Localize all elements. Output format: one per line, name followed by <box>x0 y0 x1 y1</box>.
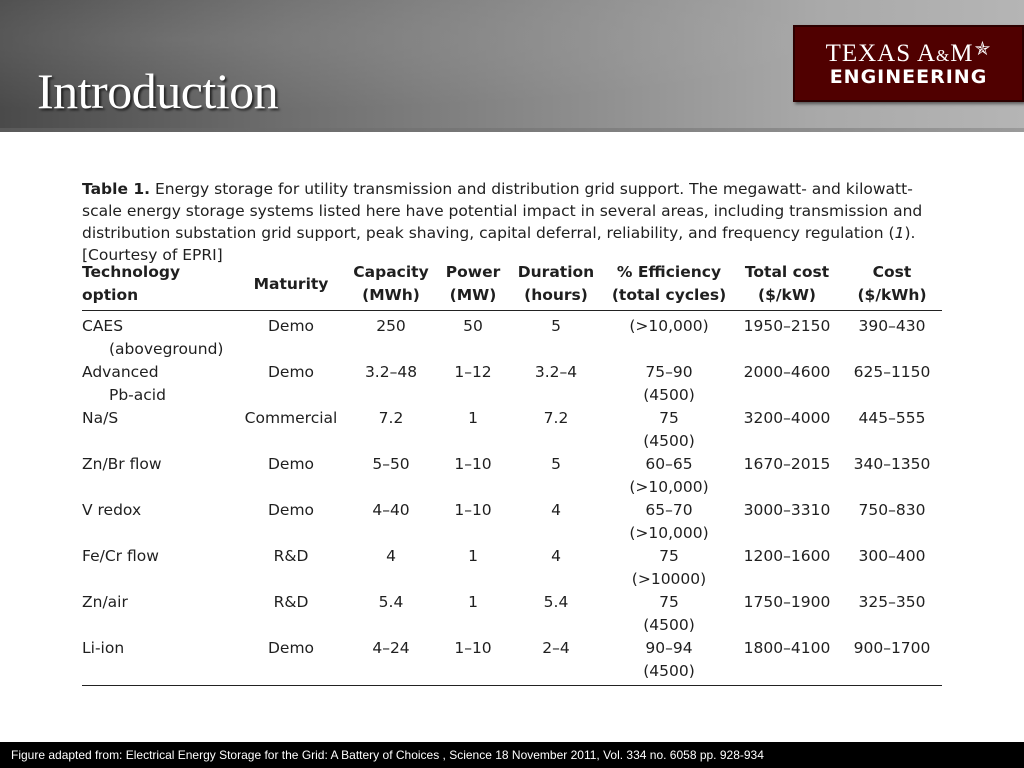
energy-storage-table <box>82 258 942 686</box>
cell-maturity: Commercial <box>244 409 338 427</box>
cell-capacity: 4 <box>386 547 396 565</box>
column-header-technology: Technology option <box>82 258 240 311</box>
table-row <box>82 311 942 362</box>
cell-cost: 625–1150 <box>853 363 931 381</box>
cell-duration: 5 <box>551 317 561 335</box>
table-header-row <box>82 258 942 311</box>
cell-total-cost: 1670–2015 <box>743 455 831 473</box>
cell-maturity: R&D <box>273 547 309 565</box>
cell-maturity: Demo <box>267 317 315 335</box>
cell-power: 1 <box>468 409 478 427</box>
cell-total-cost: 1800–4100 <box>732 637 842 686</box>
cell-power: 1–10 <box>440 637 506 686</box>
cell-cost: 900–1700 <box>842 637 942 686</box>
cell-capacity: 5.4 <box>378 593 404 611</box>
column-header-cost: Cost ($/kWh) <box>842 258 942 311</box>
cell-technology: Zn/air <box>82 593 128 611</box>
cell-total-cost: 2000–4600 <box>743 363 831 381</box>
cell-power: 1 <box>468 593 478 611</box>
table-row <box>82 453 942 499</box>
cell-efficiency: 75 (>10000) <box>631 547 707 588</box>
cell-cost: 750–830 <box>858 501 926 519</box>
cell-cost: 340–1350 <box>853 455 931 473</box>
cell-capacity: 3.2–48 <box>364 363 418 381</box>
cell-technology: CAES (aboveground) <box>82 317 224 358</box>
star-icon: ✯ <box>974 39 992 60</box>
cell-duration: 3.2–4 <box>534 363 578 381</box>
cell-capacity: 7.2 <box>378 409 404 427</box>
cell-cost: 390–430 <box>858 317 926 335</box>
cell-total-cost: 1200–1600 <box>743 547 831 565</box>
texas-am-engineering-logo <box>793 25 1024 102</box>
column-header-efficiency: % Efficiency (total cycles) <box>606 258 732 311</box>
cell-total-cost: 3000–3310 <box>743 501 831 519</box>
cell-technology: Zn/Br flow <box>82 455 162 473</box>
cell-maturity: Demo <box>267 455 315 473</box>
cell-technology: Na/S <box>82 409 119 427</box>
cell-duration: 7.2 <box>543 409 569 427</box>
cell-power: 1–10 <box>454 455 492 473</box>
cell-duration: 4 <box>551 547 561 565</box>
cell-efficiency: 75 (4500) <box>643 409 695 450</box>
table-row <box>82 407 942 453</box>
cell-cost: 325–350 <box>858 593 926 611</box>
table-row <box>82 545 942 591</box>
cell-maturity: Demo <box>267 363 315 381</box>
cell-efficiency: 75–90 (4500) <box>643 363 695 404</box>
cell-efficiency: 75 (4500) <box>643 593 695 634</box>
table-row <box>82 499 942 545</box>
cell-duration: 5 <box>551 455 561 473</box>
figure-source-footer: Figure adapted from: Electrical Energy Storage for the Grid: A Battery of Choices , Science 18 November 2011, Vol. 334 no. 6058 pp. 928-934 <box>0 742 1024 768</box>
table-row <box>82 591 942 637</box>
cell-duration: 4 <box>551 501 561 519</box>
column-header-duration: Duration (hours) <box>506 258 606 311</box>
table-caption-reference: 1 <box>894 224 905 242</box>
cell-total-cost: 1950–2150 <box>743 317 831 335</box>
cell-capacity: 4–24 <box>342 637 440 686</box>
cell-capacity: 4–40 <box>372 501 410 519</box>
cell-cost: 300–400 <box>858 547 926 565</box>
cell-efficiency: (>10,000) <box>629 317 709 335</box>
cell-efficiency: 60–65 (>10,000) <box>629 455 709 496</box>
cell-technology: Fe/Cr flow <box>82 547 159 565</box>
cell-technology: Li-ion <box>82 637 240 686</box>
table-caption-text: Energy storage for utility transmission and distribution grid support. The megawatt- and kilowatt-scale energy storage systems listed here have potential impact in several areas, including transmission and distribution substation grid support, peak shaving, capital deferral, reliability, and frequency regulation ( <box>82 180 923 242</box>
logo-text-texas-a: TEXAS A <box>825 40 937 67</box>
cell-total-cost: 3200–4000 <box>743 409 831 427</box>
column-header-maturity: Maturity <box>240 258 342 311</box>
cell-duration: 5.4 <box>543 593 569 611</box>
cell-total-cost: 1750–1900 <box>743 593 831 611</box>
cell-efficiency: 90–94 (4500) <box>606 637 732 686</box>
table-caption <box>82 178 942 266</box>
table-caption-label: Table 1. <box>82 180 151 198</box>
cell-maturity: Demo <box>240 637 342 686</box>
cell-maturity: Demo <box>267 501 315 519</box>
cell-maturity: R&D <box>273 593 309 611</box>
column-header-capacity: Capacity (MWh) <box>342 258 440 311</box>
table-caption-end: ). [Courtesy of EPRI] <box>82 224 916 264</box>
table-row <box>82 361 942 407</box>
slide-title: Introduction <box>37 63 279 119</box>
cell-technology: Advanced Pb-acid <box>82 363 166 404</box>
cell-power: 50 <box>463 317 483 335</box>
column-header-power: Power (MW) <box>440 258 506 311</box>
cell-technology: V redox <box>82 501 142 519</box>
logo-ampersand: & <box>936 46 951 65</box>
cell-duration: 2–4 <box>506 637 606 686</box>
cell-cost: 445–555 <box>858 409 926 427</box>
column-header-total-cost: Total cost ($/kW) <box>732 258 842 311</box>
cell-power: 1 <box>468 547 478 565</box>
slide-header <box>0 0 1024 132</box>
cell-capacity: 250 <box>376 317 406 335</box>
logo-top-line <box>795 41 1022 66</box>
cell-efficiency: 65–70 (>10,000) <box>629 501 709 542</box>
cell-power: 1–12 <box>454 363 492 381</box>
cell-capacity: 5–50 <box>372 455 410 473</box>
logo-text-m: M <box>950 40 974 67</box>
logo-text-engineering: ENGINEERING <box>829 66 988 88</box>
cell-power: 1–10 <box>454 501 492 519</box>
table-row <box>82 637 942 686</box>
